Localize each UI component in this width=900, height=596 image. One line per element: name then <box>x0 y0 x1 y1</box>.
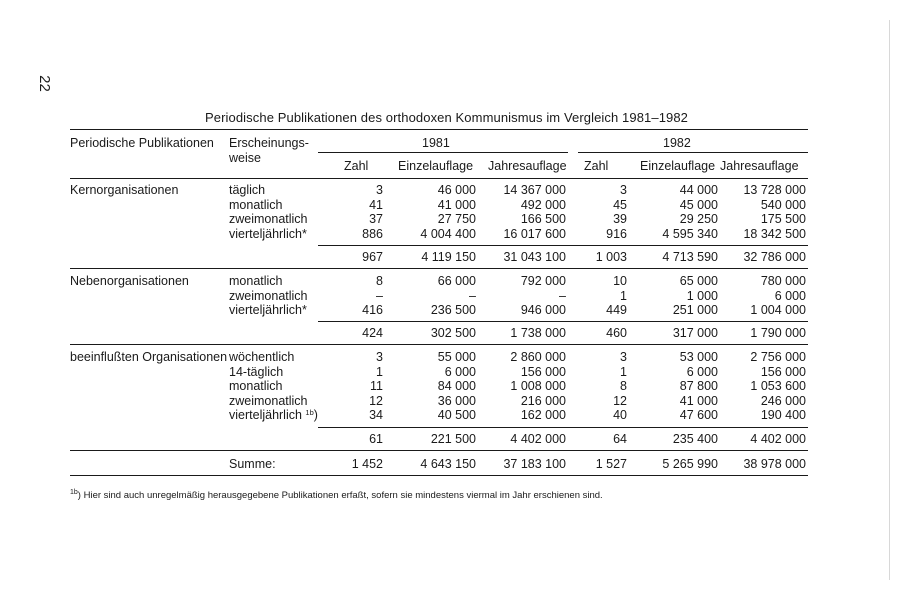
cell-z82: 10 <box>613 274 627 288</box>
cell-e82: 44 000 <box>679 183 718 197</box>
subtotal-e81: 302 500 <box>430 326 476 340</box>
cell-z82: 1 <box>620 364 627 379</box>
cell-z81: 886 <box>362 226 383 241</box>
subtotal-z82: 1 003 <box>595 250 627 264</box>
cell-z82: 39 <box>613 212 627 227</box>
cell-z81: 3 <box>376 183 383 197</box>
cell-j81: – <box>559 288 566 303</box>
cell-j81: 166 500 <box>520 212 566 227</box>
group-end-rule <box>70 344 808 345</box>
cell-z81: 11 <box>370 379 383 394</box>
cell-z81: 8 <box>376 274 383 288</box>
row-frequency: monatlich <box>229 379 283 394</box>
header-rule-1982 <box>578 152 808 153</box>
subtotal-j81: 31 043 100 <box>503 250 566 264</box>
cell-j81: 216 000 <box>520 393 566 408</box>
cell-j81: 946 000 <box>520 303 566 318</box>
cell-e81: 55 000 <box>437 350 476 364</box>
cell-z82: 12 <box>613 393 627 408</box>
cell-z82: 3 <box>620 350 627 364</box>
total-j82: 38 978 000 <box>743 457 806 471</box>
cell-e82: 87 800 <box>679 379 718 394</box>
cell-z82: 8 <box>620 379 627 394</box>
cell-e81: 4 004 400 <box>420 226 476 241</box>
row-frequency: täglich <box>229 183 266 197</box>
table-bottom-rule <box>70 475 808 476</box>
subtotal-j81: 4 402 000 <box>510 432 566 446</box>
cell-j82: 2 756 000 <box>750 350 806 364</box>
row-frequency: wöchentlich <box>229 350 295 364</box>
cell-z82: 449 <box>606 303 627 318</box>
subtotal-z82: 460 <box>606 326 627 340</box>
footnote-marker-suffix: ) <box>77 490 81 502</box>
row-frequency: vierteljährlich* <box>229 303 307 318</box>
cell-e81: 46 000 <box>437 183 476 197</box>
cell-z81: 1 <box>376 364 383 379</box>
row-frequency: vierteljährlich* <box>229 226 307 241</box>
subtotal-e82: 235 400 <box>672 432 718 446</box>
header-frequency-line1: Erscheinungs- <box>229 136 309 150</box>
cell-j82: 1 053 600 <box>750 379 806 394</box>
table-top-rule <box>70 129 808 130</box>
cell-z81: 34 <box>369 408 383 423</box>
cell-e82: 47 600 <box>679 408 718 423</box>
cell-e81: 40 500 <box>437 408 476 423</box>
total-j81: 37 183 100 <box>503 457 566 471</box>
cell-e81: 236 500 <box>430 303 476 318</box>
subtotal-e81: 221 500 <box>430 432 476 446</box>
cell-j82: 780 000 <box>760 274 806 288</box>
row-frequency: vierteljährlich $^{1b}$) <box>229 408 318 423</box>
cell-e81: 6 000 <box>444 364 476 379</box>
cell-z82: 40 <box>613 408 627 423</box>
cell-j82: 6 000 <box>774 288 806 303</box>
group-name: beeinflußten Organisationen <box>70 350 228 364</box>
subtotal-j82: 1 790 000 <box>750 326 806 340</box>
cell-j82: 18 342 500 <box>743 226 806 241</box>
group-end-rule <box>70 268 808 269</box>
cell-j82: 156 000 <box>760 364 806 379</box>
header-zahl-1981: Zahl <box>344 159 369 173</box>
header-year-1982: 1982 <box>663 136 691 150</box>
cell-e82: 251 000 <box>672 303 718 318</box>
subtotal-j82: 32 786 000 <box>743 250 806 264</box>
cell-e81: 36 000 <box>437 393 476 408</box>
cell-e82: 1 000 <box>686 288 718 303</box>
header-rule-1981 <box>318 152 568 153</box>
cell-z81: 41 <box>369 197 383 212</box>
subtotal-z81: 61 <box>369 432 383 446</box>
cell-e81: – <box>469 288 476 303</box>
footnote-ref: 1b <box>305 408 314 418</box>
row-frequency: monatlich <box>229 197 283 212</box>
cell-z82: 45 <box>613 197 627 212</box>
footnote-text: Hier sind auch unregelmäßig herausgegebene Publikationen erfaßt, sofern sie mindestens viermal im Jahr erschienen sind. <box>83 490 603 502</box>
header-einzelauflage-1982: Einzelauflage <box>640 159 716 173</box>
subtotal-rule <box>318 427 808 428</box>
subtotal-e82: 4 713 590 <box>662 250 718 264</box>
cell-j81: 16 017 600 <box>503 226 566 241</box>
header-jahresauflage-1981: Jahresauflage <box>488 159 567 173</box>
cell-j82: 1 004 000 <box>750 303 806 318</box>
cell-j81: 1 008 000 <box>510 379 566 394</box>
total-label: Summe: <box>229 457 276 471</box>
footnote-marker: 1b <box>70 489 78 496</box>
header-year-1981: 1981 <box>422 136 450 150</box>
subtotal-rule <box>318 245 808 246</box>
cell-e82: 29 250 <box>679 212 718 227</box>
total-e81: 4 643 150 <box>420 457 476 471</box>
cell-e82: 6 000 <box>686 364 718 379</box>
cell-j82: 246 000 <box>760 393 806 408</box>
cell-j82: 13 728 000 <box>743 183 806 197</box>
cell-z82: 1 <box>620 288 627 303</box>
cell-j81: 792 000 <box>520 274 566 288</box>
row-frequency: zweimonatlich <box>229 393 308 408</box>
subtotal-j82: 4 402 000 <box>750 432 806 446</box>
cell-z81: 3 <box>376 350 383 364</box>
subtotal-rule <box>318 321 808 322</box>
cell-z81: – <box>376 288 383 303</box>
row-frequency: zweimonatlich <box>229 212 308 227</box>
header-publications: Periodische Publikationen <box>70 136 214 150</box>
cell-j81: 2 860 000 <box>510 350 566 364</box>
total-z82: 1 527 <box>595 457 627 471</box>
header-zahl-1982: Zahl <box>584 159 609 173</box>
row-frequency: monatlich <box>229 274 283 288</box>
subtotal-e82: 317 000 <box>672 326 718 340</box>
subtotal-e81: 4 119 150 <box>421 250 476 264</box>
page-number: 22 <box>35 75 53 92</box>
subtotal-z81: 424 <box>362 326 383 340</box>
total-e82: 5 265 990 <box>662 457 718 471</box>
header-einzelauflage-1981: Einzelauflage <box>398 159 474 173</box>
cell-z82: 3 <box>620 183 627 197</box>
cell-j82: 540 000 <box>760 197 806 212</box>
header-bottom-rule <box>70 178 808 179</box>
group-name: Kernorganisationen <box>70 183 179 197</box>
footnote <box>70 489 603 501</box>
cell-j81: 162 000 <box>520 408 566 423</box>
row-frequency: zweimonatlich <box>229 288 308 303</box>
group-end-rule <box>70 450 808 451</box>
cell-e82: 4 595 340 <box>662 226 718 241</box>
header-jahresauflage-1982: Jahresauflage <box>720 159 799 173</box>
group-name: Nebenorganisationen <box>70 274 189 288</box>
page-edge-shadow <box>889 20 890 580</box>
cell-e81: 27 750 <box>437 212 476 227</box>
cell-j81: 156 000 <box>520 364 566 379</box>
header-frequency-line2: weise <box>229 151 261 165</box>
cell-z81: 416 <box>362 303 383 318</box>
cell-j82: 190 400 <box>760 408 806 423</box>
table-title: Periodische Publikationen des orthodoxen Kommunismus im Vergleich 1981–1982 <box>205 110 689 125</box>
cell-e82: 53 000 <box>679 350 718 364</box>
total-z81: 1 452 <box>351 457 383 471</box>
subtotal-z82: 64 <box>613 432 627 446</box>
cell-j81: 14 367 000 <box>503 183 566 197</box>
footnote-ref-suffix: ) <box>313 408 318 423</box>
row-frequency: 14-täglich <box>229 364 284 379</box>
cell-e82: 65 000 <box>679 274 718 288</box>
cell-j82: 175 500 <box>760 212 806 227</box>
cell-e82: 45 000 <box>679 197 718 212</box>
cell-e81: 66 000 <box>437 274 476 288</box>
subtotal-j81: 1 738 000 <box>510 326 566 340</box>
cell-e82: 41 000 <box>679 393 718 408</box>
cell-e81: 84 000 <box>437 379 476 394</box>
cell-e81: 41 000 <box>437 197 476 212</box>
subtotal-z81: 967 <box>362 250 383 264</box>
cell-z81: 12 <box>369 393 383 408</box>
cell-z81: 37 <box>369 212 383 227</box>
cell-j81: 492 000 <box>520 197 566 212</box>
cell-z82: 916 <box>606 226 627 241</box>
